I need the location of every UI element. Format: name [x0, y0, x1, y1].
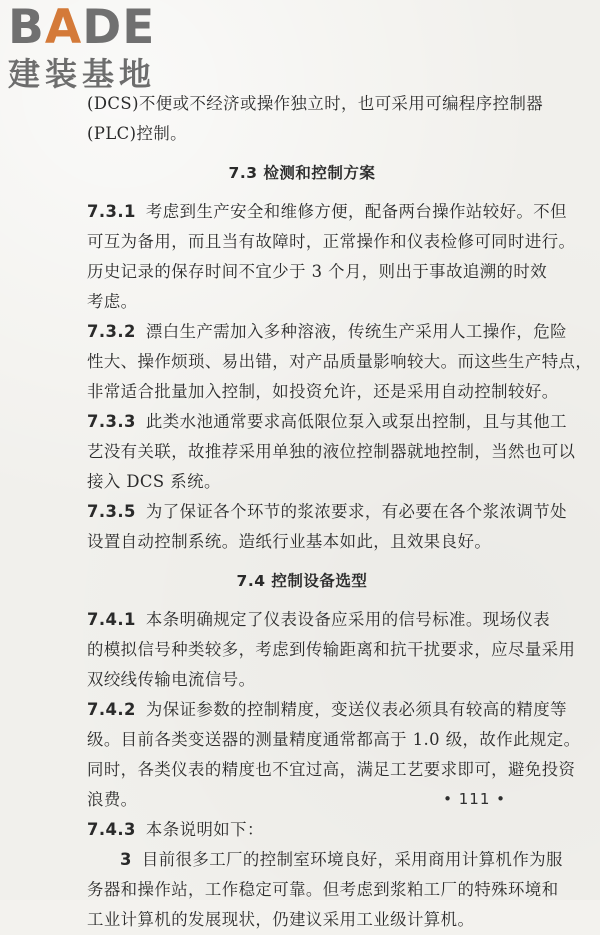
text-line — [87, 845, 563, 875]
clause-number: 7.4.3 — [87, 820, 136, 839]
text-line: 同时，各类仪表的精度也不宜过高，满足工艺要求即可，避免投资 — [87, 760, 576, 779]
logo-wordmark — [8, 0, 156, 55]
document-content — [87, 89, 593, 935]
logo-letter-b: B — [8, 0, 45, 55]
text-line — [87, 695, 567, 725]
text-line: 工业计算机的发展现状，仍建议采用工业级计算机。 — [87, 910, 475, 929]
text-line — [87, 605, 551, 635]
clause-number: 7.4.2 — [87, 700, 136, 719]
text-line: 艺没有关联，故推荐采用单独的液位控制器就地控制，当然也可以 — [87, 442, 576, 461]
text-line: 历史记录的保存时间不宜少于 3 个月，则出于事故追溯的时效 — [87, 262, 548, 281]
section-number: 7.3 — [228, 164, 258, 182]
clause-text: 此类水池通常要求高低限位泵入或泵出控制，且与其他工 — [145, 412, 567, 431]
clause-number: 7.3.2 — [87, 322, 136, 341]
list-item-3 — [87, 845, 563, 935]
text-line — [87, 815, 517, 845]
text-line: 双绞线传输电流信号。 — [87, 670, 256, 689]
text-line: 浪费。 — [87, 790, 138, 809]
logo-letters-de: DE — [82, 0, 156, 55]
bade-logo — [8, 0, 178, 96]
page-number: • 111 • — [443, 790, 506, 808]
clause-text: 为了保证各个环节的浆浓要求，有必要在各个浆浓调节处 — [145, 502, 567, 521]
text-line: 可互为备用，而且当有故障时，正常操作和仪表检修可同时进行。 — [87, 232, 576, 251]
clause-7-3-1 — [87, 197, 576, 317]
text-line — [87, 407, 567, 437]
logo-subtitle: 建装基地 — [8, 55, 157, 93]
section-number: 7.4 — [236, 572, 266, 590]
clause-7-4-3 — [87, 815, 517, 845]
clause-text: 本条说明如下： — [145, 820, 264, 839]
section-title: 检测和控制方案 — [263, 164, 376, 182]
text-line: 接入 DCS 系统。 — [87, 472, 221, 491]
list-item-number: 3 — [120, 850, 132, 869]
clause-7-3-5 — [87, 497, 567, 557]
clause-number: 7.3.5 — [87, 502, 136, 521]
section-heading-7-3 — [87, 158, 517, 188]
text-line: 性大、操作烦琐、易出错，对产品质量影响较大。而这些生产特点， — [87, 352, 593, 371]
text-line: 务器和操作站，工作稳定可靠。但考虑到浆粕工厂的特殊环境和 — [87, 880, 559, 899]
clause-7-3-2 — [87, 317, 593, 407]
clause-text: 本条明确规定了仪表设备应采用的信号标准。现场仪表 — [145, 610, 551, 629]
clause-text: 考虑到生产安全和维修方便，配备两台操作站较好。不但 — [145, 202, 567, 221]
clause-text: 漂白生产需加入多种溶液，传统生产采用人工操作，危险 — [145, 322, 567, 341]
text-line: (PLC)控制。 — [87, 124, 188, 143]
clause-number: 7.3.1 — [87, 202, 136, 221]
clause-number: 7.4.1 — [87, 610, 136, 629]
text-line: 的模拟信号种类较多，考虑到传输距离和抗干扰要求，应尽量采用 — [87, 640, 576, 659]
text-line: (DCS)不便或不经济或操作独立时，也可采用可编程序控制器 — [87, 94, 544, 113]
section-title: 控制设备选型 — [271, 572, 368, 590]
clause-text: 为保证参数的控制精度，变送仪表必须具有较高的精度等 — [145, 700, 567, 719]
text-line: 设置自动控制系统。造纸行业基本如此，且效果良好。 — [87, 532, 492, 551]
logo-letter-a: A — [44, 0, 83, 55]
text-line: 考虑。 — [87, 292, 138, 311]
clause-number: 7.3.3 — [87, 412, 136, 431]
text-line — [87, 197, 567, 227]
list-item-text: 目前很多工厂的控制室环境良好，采用商用计算机作为服 — [141, 850, 563, 869]
text-line — [87, 497, 567, 527]
clause-7-3-3 — [87, 407, 576, 497]
section-heading-7-4 — [87, 566, 517, 596]
clause-7-4-1 — [87, 605, 576, 695]
text-line: 级。目前各类变送器的测量精度通常都高于 1.0 级，故作此规定。 — [87, 730, 581, 749]
text-line — [87, 317, 567, 347]
text-line: 非常适合批量加入控制，如投资允许，还是采用自动控制较好。 — [87, 382, 559, 401]
intro-paragraph — [87, 89, 544, 149]
